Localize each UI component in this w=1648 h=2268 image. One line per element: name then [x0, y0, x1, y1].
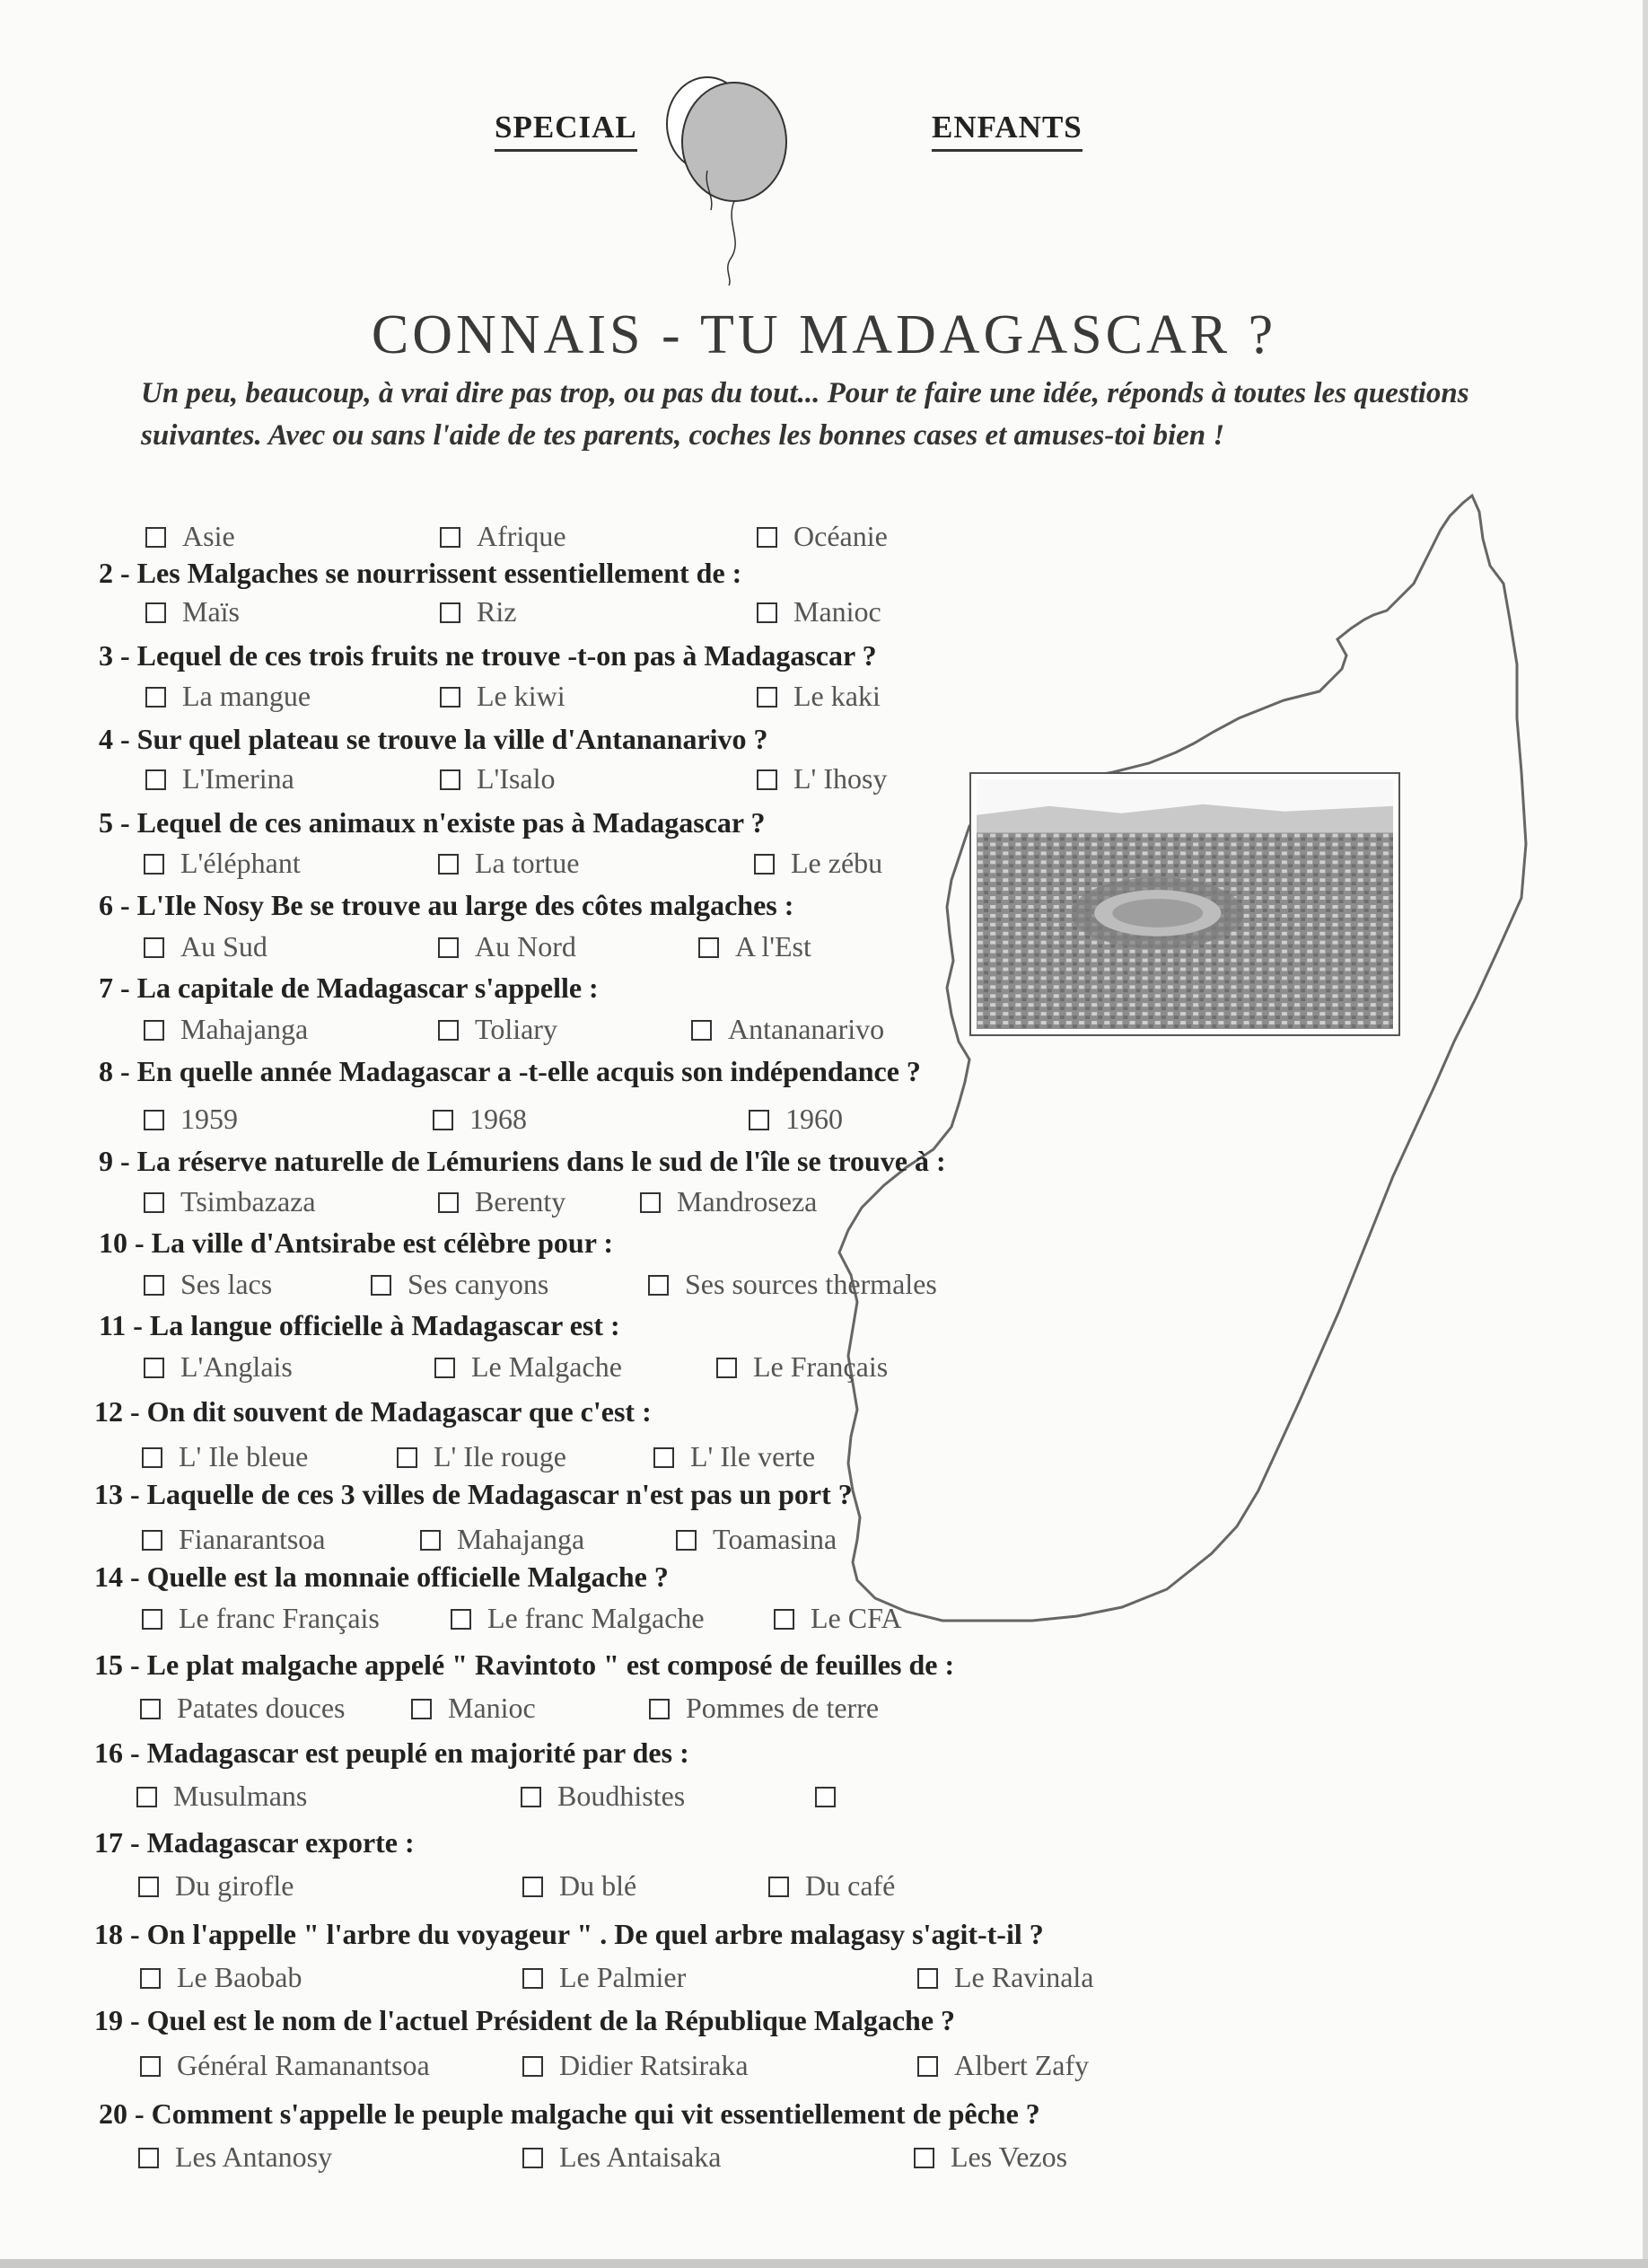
checkbox[interactable] — [640, 1192, 661, 1213]
checkbox[interactable] — [917, 1968, 938, 1989]
option-q14-c[interactable]: Le CFA — [774, 1602, 902, 1635]
question-19: 19 - Quel est le nom de l'actuel Président de la République Malgache ? — [94, 2004, 956, 2036]
checkbox[interactable] — [145, 769, 166, 790]
option-q6-c[interactable]: A l'Est — [698, 930, 811, 963]
checkbox[interactable] — [142, 1530, 162, 1551]
checkbox[interactable] — [440, 527, 460, 548]
option-q2-a[interactable]: Maïs — [145, 595, 240, 629]
checkbox[interactable] — [522, 1968, 543, 1989]
checkbox[interactable] — [142, 1447, 162, 1468]
checkbox[interactable] — [438, 937, 459, 958]
checkbox[interactable] — [774, 1609, 794, 1630]
option-q3-c[interactable]: Le kaki — [757, 680, 881, 713]
option-q16-c[interactable] — [815, 1780, 852, 1813]
checkbox[interactable] — [438, 1020, 459, 1041]
balloons-icon — [644, 70, 797, 286]
checkbox[interactable] — [757, 769, 777, 790]
checkbox[interactable] — [698, 937, 719, 958]
question-9: 9 - La réserve naturelle de Lémuriens dans le sud de l'île se trouve à : — [99, 1145, 946, 1177]
option-q7-b[interactable]: Toliary — [438, 1013, 557, 1046]
checkbox[interactable] — [438, 854, 459, 875]
checkbox[interactable] — [440, 602, 460, 623]
question-4: 4 - Sur quel plateau se trouve la ville d'Antananarivo ? — [99, 723, 768, 755]
checkbox[interactable] — [144, 937, 164, 958]
header-enfants: ENFANTS — [932, 110, 1083, 152]
option-q1-b[interactable]: Afrique — [440, 520, 566, 553]
option-q5-a[interactable]: L'éléphant — [144, 847, 301, 880]
checkbox[interactable] — [440, 687, 460, 708]
city-photo — [969, 772, 1400, 1036]
checkbox[interactable] — [136, 1787, 157, 1807]
option-q3-b[interactable]: Le kiwi — [440, 680, 565, 713]
checkbox[interactable] — [138, 2148, 159, 2168]
option-q13-c[interactable]: Toamasina — [676, 1523, 837, 1556]
option-q1-a[interactable]: Asie — [145, 520, 235, 553]
option-q20-b[interactable]: Les Antaisaka — [522, 2141, 721, 2174]
option-q6-b[interactable]: Au Nord — [438, 930, 576, 963]
question-14: 14 - Quelle est la monnaie officielle Malgache ? — [94, 1560, 669, 1593]
option-q11-c[interactable]: Le Français — [716, 1350, 888, 1384]
option-q5-b[interactable]: La tortue — [438, 847, 579, 880]
question-7: 7 - La capitale de Madagascar s'appelle : — [99, 971, 599, 1004]
checkbox[interactable] — [676, 1530, 697, 1551]
option-q13-b[interactable]: Mahajanga — [420, 1523, 584, 1556]
question-10: 10 - La ville d'Antsirabe est célèbre pour : — [99, 1226, 613, 1259]
option-q11-a[interactable]: L'Anglais — [144, 1350, 293, 1384]
option-q17-b[interactable]: Du blé — [522, 1869, 636, 1903]
option-q10-a[interactable]: Ses lacs — [144, 1268, 272, 1301]
checkbox[interactable] — [757, 527, 777, 548]
question-15: 15 - Le plat malgache appelé " Ravintoto " est composé de feuilles de : — [94, 1648, 955, 1681]
checkbox[interactable] — [140, 2056, 161, 2077]
question-3: 3 - Lequel de ces trois fruits ne trouve -t-on pas à Madagascar ? — [99, 639, 877, 672]
question-2: 2 - Les Malgaches se nourrissent essentiellement de : — [99, 557, 742, 589]
option-q3-a[interactable]: La mangue — [145, 680, 311, 713]
option-q10-c[interactable]: Ses sources thermales — [648, 1268, 937, 1301]
option-q17-c[interactable]: Du café — [768, 1869, 895, 1903]
checkbox[interactable] — [653, 1447, 674, 1468]
option-q18-a[interactable]: Le Baobab — [140, 1961, 302, 1994]
checkbox[interactable] — [451, 1609, 471, 1630]
checkbox[interactable] — [522, 2148, 543, 2168]
option-q19-b[interactable]: Didier Ratsiraka — [522, 2049, 749, 2082]
option-q14-b[interactable]: Le franc Malgache — [451, 1602, 705, 1635]
option-q20-c[interactable]: Les Vezos — [914, 2141, 1067, 2174]
option-q11-b[interactable]: Le Malgache — [434, 1350, 622, 1384]
checkbox[interactable] — [691, 1020, 712, 1041]
checkbox[interactable] — [420, 1530, 441, 1551]
checkbox[interactable] — [757, 687, 777, 708]
option-q13-a[interactable]: Fianarantsoa — [142, 1523, 326, 1556]
checkbox[interactable] — [140, 1699, 161, 1719]
question-11: 11 - La langue officielle à Madagascar est : — [99, 1309, 620, 1341]
option-q8-b[interactable]: 1968 — [433, 1103, 527, 1136]
checkbox[interactable] — [521, 1787, 541, 1807]
option-q7-a[interactable]: Mahajanga — [144, 1013, 308, 1046]
checkbox[interactable] — [649, 1699, 670, 1719]
checkbox[interactable] — [144, 1275, 164, 1296]
option-q5-c[interactable]: Le zébu — [754, 847, 882, 880]
option-q9-c[interactable]: Mandroseza — [640, 1185, 817, 1218]
option-q2-b[interactable]: Riz — [440, 595, 516, 629]
page-title: CONNAIS - TU MADAGASCAR ? — [371, 304, 1277, 365]
option-q14-a[interactable]: Le franc Français — [142, 1602, 380, 1635]
option-q10-b[interactable]: Ses canyons — [371, 1268, 548, 1301]
city-aerial-image — [977, 779, 1393, 1029]
checkbox[interactable] — [434, 1358, 455, 1378]
checkbox[interactable] — [144, 1358, 164, 1378]
option-q9-b[interactable]: Berenty — [438, 1185, 565, 1218]
option-q2-c[interactable]: Manioc — [757, 595, 881, 629]
option-q12-c[interactable]: L' Ile verte — [653, 1440, 815, 1473]
option-q15-a[interactable]: Patates douces — [140, 1692, 346, 1725]
checkbox[interactable] — [648, 1275, 669, 1296]
checkbox[interactable] — [142, 1609, 162, 1630]
question-16: 16 - Madagascar est peuplé en majorité par des : — [94, 1736, 689, 1769]
option-q8-a[interactable]: 1959 — [144, 1103, 238, 1136]
checkbox[interactable] — [749, 1110, 769, 1130]
checkbox[interactable] — [815, 1787, 836, 1807]
checkbox[interactable] — [917, 2056, 938, 2077]
checkbox[interactable] — [144, 1192, 164, 1213]
question-18: 18 - On l'appelle " l'arbre du voyageur " . De quel arbre malagasy s'agit-t-il ? — [94, 1918, 1044, 1950]
checkbox[interactable] — [140, 1968, 161, 1989]
checkbox[interactable] — [914, 2148, 934, 2168]
option-q16-a[interactable]: Musulmans — [136, 1780, 307, 1813]
checkbox[interactable] — [397, 1447, 417, 1468]
checkbox[interactable] — [716, 1358, 737, 1378]
question-6: 6 - L'Ile Nosy Be se trouve au large des côtes malgaches : — [99, 889, 794, 921]
option-q19-c[interactable]: Albert Zafy — [917, 2049, 1089, 2082]
checkbox[interactable] — [145, 687, 166, 708]
option-q4-c[interactable]: L' Ihosy — [757, 762, 887, 796]
question-17: 17 - Madagascar exporte : — [94, 1826, 415, 1859]
option-q20-a[interactable]: Les Antanosy — [138, 2141, 332, 2174]
question-5: 5 - Lequel de ces animaux n'existe pas à Madagascar ? — [99, 806, 766, 839]
checkbox[interactable] — [145, 527, 166, 548]
intro-text: Un peu, beaucoup, à vrai dire pas trop, ou pas du tout... Pour te faire une idée, réponds à toutes les questions suivantes. Avec ou sans l'aide de tes parents, coches les bonnes cases et amuses-toi bien ! — [141, 377, 1469, 452]
option-q16-b[interactable]: Boudhistes — [521, 1780, 685, 1813]
checkbox[interactable] — [757, 602, 777, 623]
option-q8-c[interactable]: 1960 — [749, 1103, 843, 1136]
option-q1-c[interactable]: Océanie — [757, 520, 888, 553]
checkbox[interactable] — [145, 602, 166, 623]
option-q6-a[interactable]: Au Sud — [144, 930, 267, 963]
question-8: 8 - En quelle année Madagascar a -t-elle acquis son indépendance ? — [99, 1055, 921, 1087]
question-13: 13 - Laquelle de ces 3 villes de Madagascar n'est pas un port ? — [94, 1478, 853, 1510]
checkbox[interactable] — [144, 1110, 164, 1130]
option-q9-a[interactable]: Tsimbazaza — [144, 1185, 316, 1218]
checkbox[interactable] — [433, 1110, 453, 1130]
checkbox[interactable] — [440, 769, 460, 790]
option-q7-c[interactable]: Antananarivo — [691, 1013, 884, 1046]
option-q17-a[interactable]: Du girofle — [138, 1869, 294, 1903]
option-q15-b[interactable]: Manioc — [411, 1692, 536, 1725]
checkbox[interactable] — [138, 1877, 159, 1897]
checkbox[interactable] — [754, 854, 775, 875]
checkbox[interactable] — [768, 1877, 789, 1897]
option-q18-b[interactable]: Le Palmier — [522, 1961, 686, 1994]
option-q15-c[interactable]: Pommes de terre — [649, 1692, 879, 1725]
option-q12-b[interactable]: L' Ile rouge — [397, 1440, 566, 1473]
option-q12-a[interactable]: L' Ile bleue — [142, 1440, 308, 1473]
scan-bottom-edge — [0, 2259, 1648, 2268]
checkbox[interactable] — [371, 1275, 391, 1296]
option-q19-a[interactable]: Général Ramanantsoa — [140, 2049, 430, 2082]
checkbox[interactable] — [438, 1192, 459, 1213]
question-12: 12 - On dit souvent de Madagascar que c'est : — [94, 1395, 652, 1428]
checkbox[interactable] — [411, 1699, 432, 1719]
header-special: SPECIAL — [495, 110, 637, 152]
option-q4-a[interactable]: L'Imerina — [145, 762, 294, 796]
checkbox[interactable] — [144, 854, 164, 875]
checkbox[interactable] — [144, 1020, 164, 1041]
option-q4-b[interactable]: L'Isalo — [440, 762, 556, 796]
option-q18-c[interactable]: Le Ravinala — [917, 1961, 1093, 1994]
question-20: 20 - Comment s'appelle le peuple malgache qui vit essentiellement de pêche ? — [99, 2097, 1040, 2130]
checkbox[interactable] — [522, 1877, 543, 1897]
checkbox[interactable] — [522, 2056, 543, 2077]
